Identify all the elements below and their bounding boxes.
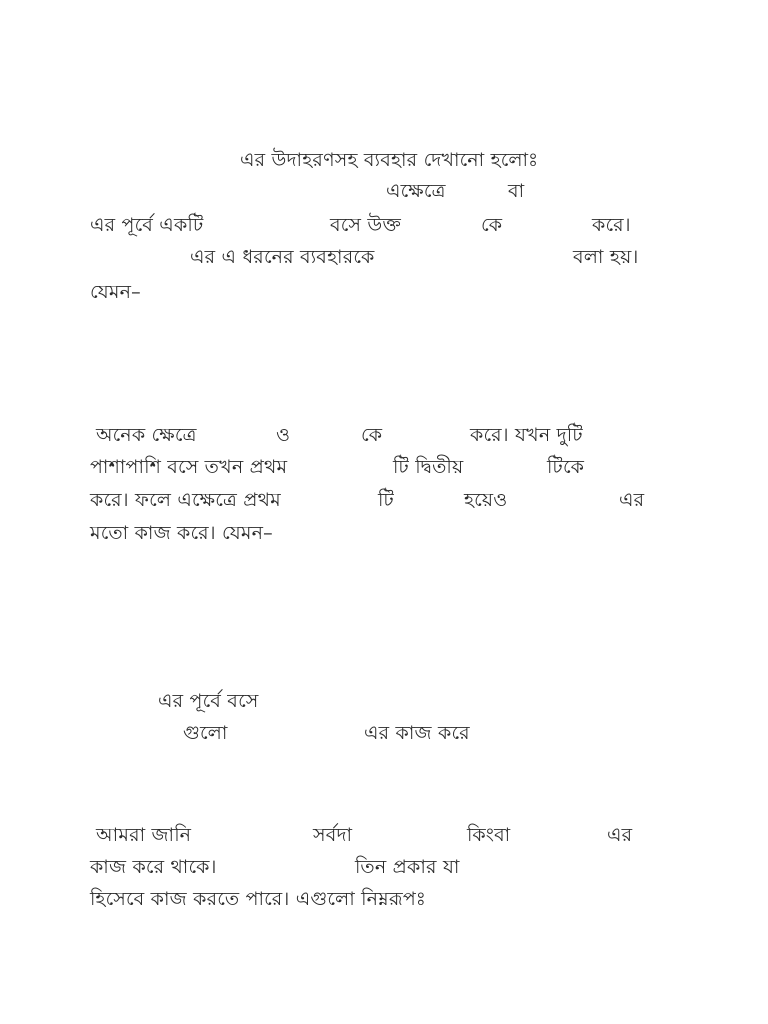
p1-line3-b: বসে উক্ত	[330, 214, 402, 236]
p3-line2-a: গুলো	[183, 722, 228, 744]
p2-line3-c: হয়েও	[464, 489, 508, 511]
p2-line3-b: টি	[378, 489, 394, 511]
p1-line5: যেমন–	[90, 281, 141, 303]
p2-line2-c: টিকে	[547, 456, 585, 478]
p1-line4-a: এর এ ধরনের ব্যবহারকে	[190, 246, 375, 268]
p2-line3-a: করে। ফলে এক্ষেত্রে প্রথম	[90, 489, 281, 511]
p1-line2-a: এক্ষেত্রে	[386, 180, 446, 202]
p1-line3-d: করে।	[592, 214, 631, 236]
p1-line1: এর উদাহরণসহ ব্যবহার দেখানো হলোঃ	[240, 149, 539, 171]
p4-line2-b: তিন প্রকার যা	[355, 856, 460, 878]
p2-line1-b: ও	[276, 424, 291, 446]
p1-line4-b: বলা হয়।	[573, 246, 639, 268]
p4-line1-d: এর	[607, 824, 633, 846]
p4-line1-a: আমরা জানি	[96, 824, 192, 846]
p2-line1-a: অনেক ক্ষেত্রে	[96, 424, 197, 446]
p2-line2-a: পাশাপাশি বসে তখন প্রথম	[90, 456, 288, 478]
p2-line1-c: কে	[361, 424, 383, 446]
p4-line1-b: সর্বদা	[313, 824, 353, 846]
p2-line3-d: এর	[619, 489, 645, 511]
p3-line1: এর পূর্বে বসে	[158, 690, 259, 712]
p4-line3: হিসেবে কাজ করতে পারে। এগুলো নিম্নরূপঃ	[90, 888, 427, 910]
p1-line3-c: কে	[481, 214, 503, 236]
p1-line2-b: বা	[508, 180, 525, 202]
p4-line2-a: কাজ করে থাকে।	[90, 856, 217, 878]
p2-line2-b: টি দ্বিতীয়	[393, 456, 464, 478]
p2-line4: মতো কাজ করে। যেমন–	[90, 522, 273, 544]
p2-line1-d: করে। যখন দুটি	[470, 424, 583, 446]
p3-line2-b: এর কাজ করে	[364, 722, 470, 744]
p1-line3-a: এর পূর্বে একটি	[90, 214, 204, 236]
p4-line1-c: কিংবা	[467, 824, 511, 846]
